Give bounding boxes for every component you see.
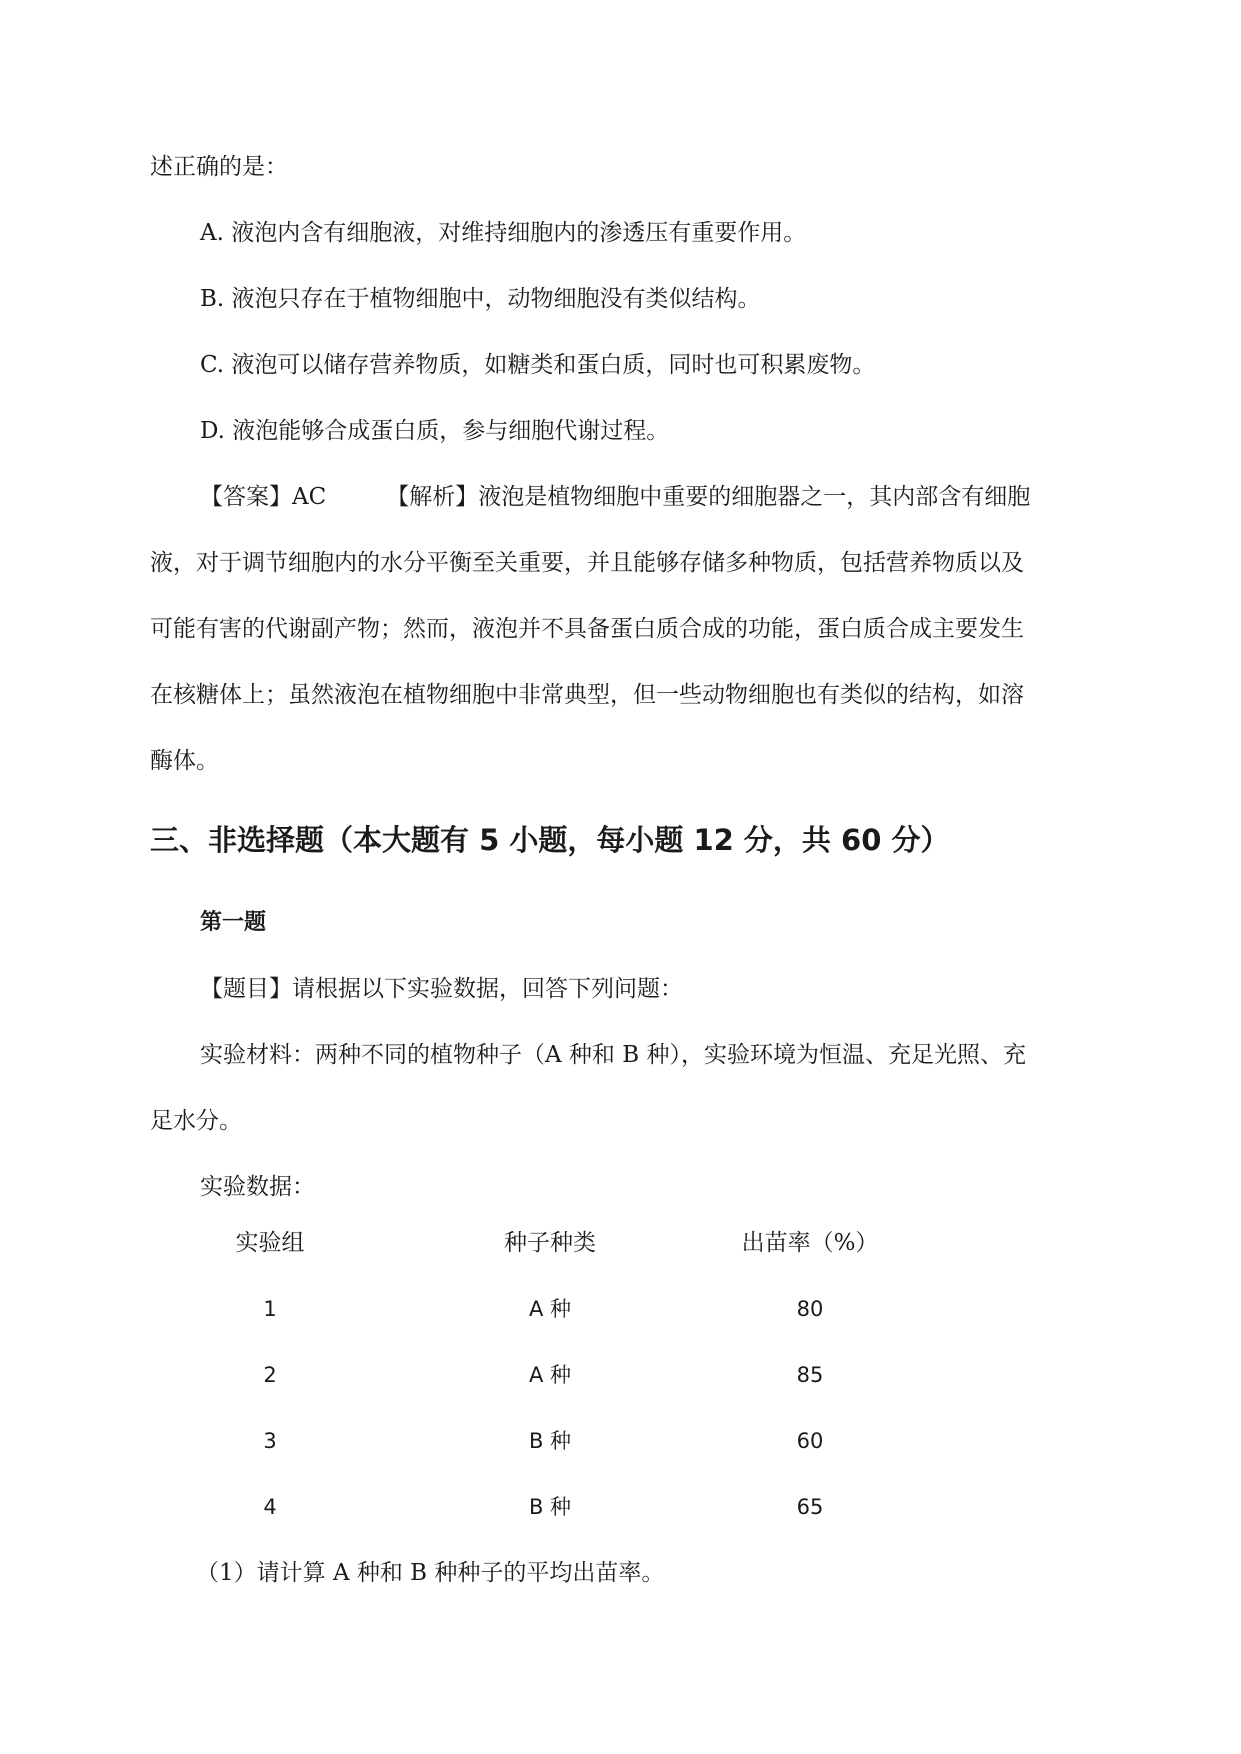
header-rate: 出苗率（%） — [741, 1230, 879, 1256]
cell-group: 3 — [263, 1429, 277, 1453]
cell-rate: 65 — [796, 1495, 824, 1519]
cell-seed-type: A 种 — [528, 1363, 572, 1387]
option-c: C. 液泡可以储存营养物质，如糖类和蛋白质，同时也可积累废物。 — [200, 352, 876, 378]
continuation-line: 述正确的是： — [150, 154, 288, 180]
answer-line — [200, 482, 1030, 512]
section-title: 三、非选择题（本大题有 5 小题，每小题 12 分，共 60 分） — [150, 823, 950, 857]
analysis-line: 可能有害的代谢副产物；然而，液泡并不具备蛋白质合成的功能，蛋白质合成主要发生 — [150, 616, 1024, 642]
cell-rate: 85 — [796, 1363, 824, 1387]
materials-line: 足水分。 — [150, 1108, 242, 1134]
analysis-line: 液，对于调节细胞内的水分平衡至关重要，并且能够存储多种物质，包括营养物质以及 — [150, 550, 1024, 576]
analysis-first: 【解析】液泡是植物细胞中重要的细胞器之一，其内部含有细胞 — [386, 484, 1031, 510]
cell-seed-type: A 种 — [528, 1297, 572, 1321]
cell-group: 1 — [263, 1297, 277, 1321]
header-seed-type: 种子种类 — [504, 1230, 596, 1256]
analysis-line: 酶体。 — [150, 748, 219, 774]
analysis-line: 在核糖体上；虽然液泡在植物细胞中非常典型，但一些动物细胞也有类似的结构，如溶 — [150, 682, 1024, 708]
header-group: 实验组 — [235, 1230, 305, 1256]
data-label: 实验数据： — [200, 1174, 315, 1200]
cell-seed-type: B 种 — [528, 1429, 572, 1453]
sub-question-1: （1）请计算 A 种和 B 种种子的平均出苗率。 — [196, 1560, 665, 1586]
cell-rate: 80 — [796, 1297, 824, 1321]
cell-rate: 60 — [796, 1429, 824, 1453]
option-b: B. 液泡只存在于植物细胞中，动物细胞没有类似结构。 — [200, 286, 761, 312]
option-d: D. 液泡能够合成蛋白质，参与细胞代谢过程。 — [200, 418, 670, 444]
answer-label: 【答案】AC — [200, 484, 327, 510]
cell-seed-type: B 种 — [528, 1495, 572, 1519]
option-a: A. 液泡内含有细胞液，对维持细胞内的渗透压有重要作用。 — [200, 220, 807, 246]
cell-group: 4 — [263, 1495, 277, 1519]
cell-group: 2 — [263, 1363, 277, 1387]
question-text: 【题目】请根据以下实验数据，回答下列问题： — [200, 976, 683, 1002]
question-number: 第一题 — [200, 910, 267, 935]
materials-line: 实验材料：两种不同的植物种子（A 种和 B 种），实验环境为恒温、充足光照、充 — [200, 1042, 1026, 1068]
